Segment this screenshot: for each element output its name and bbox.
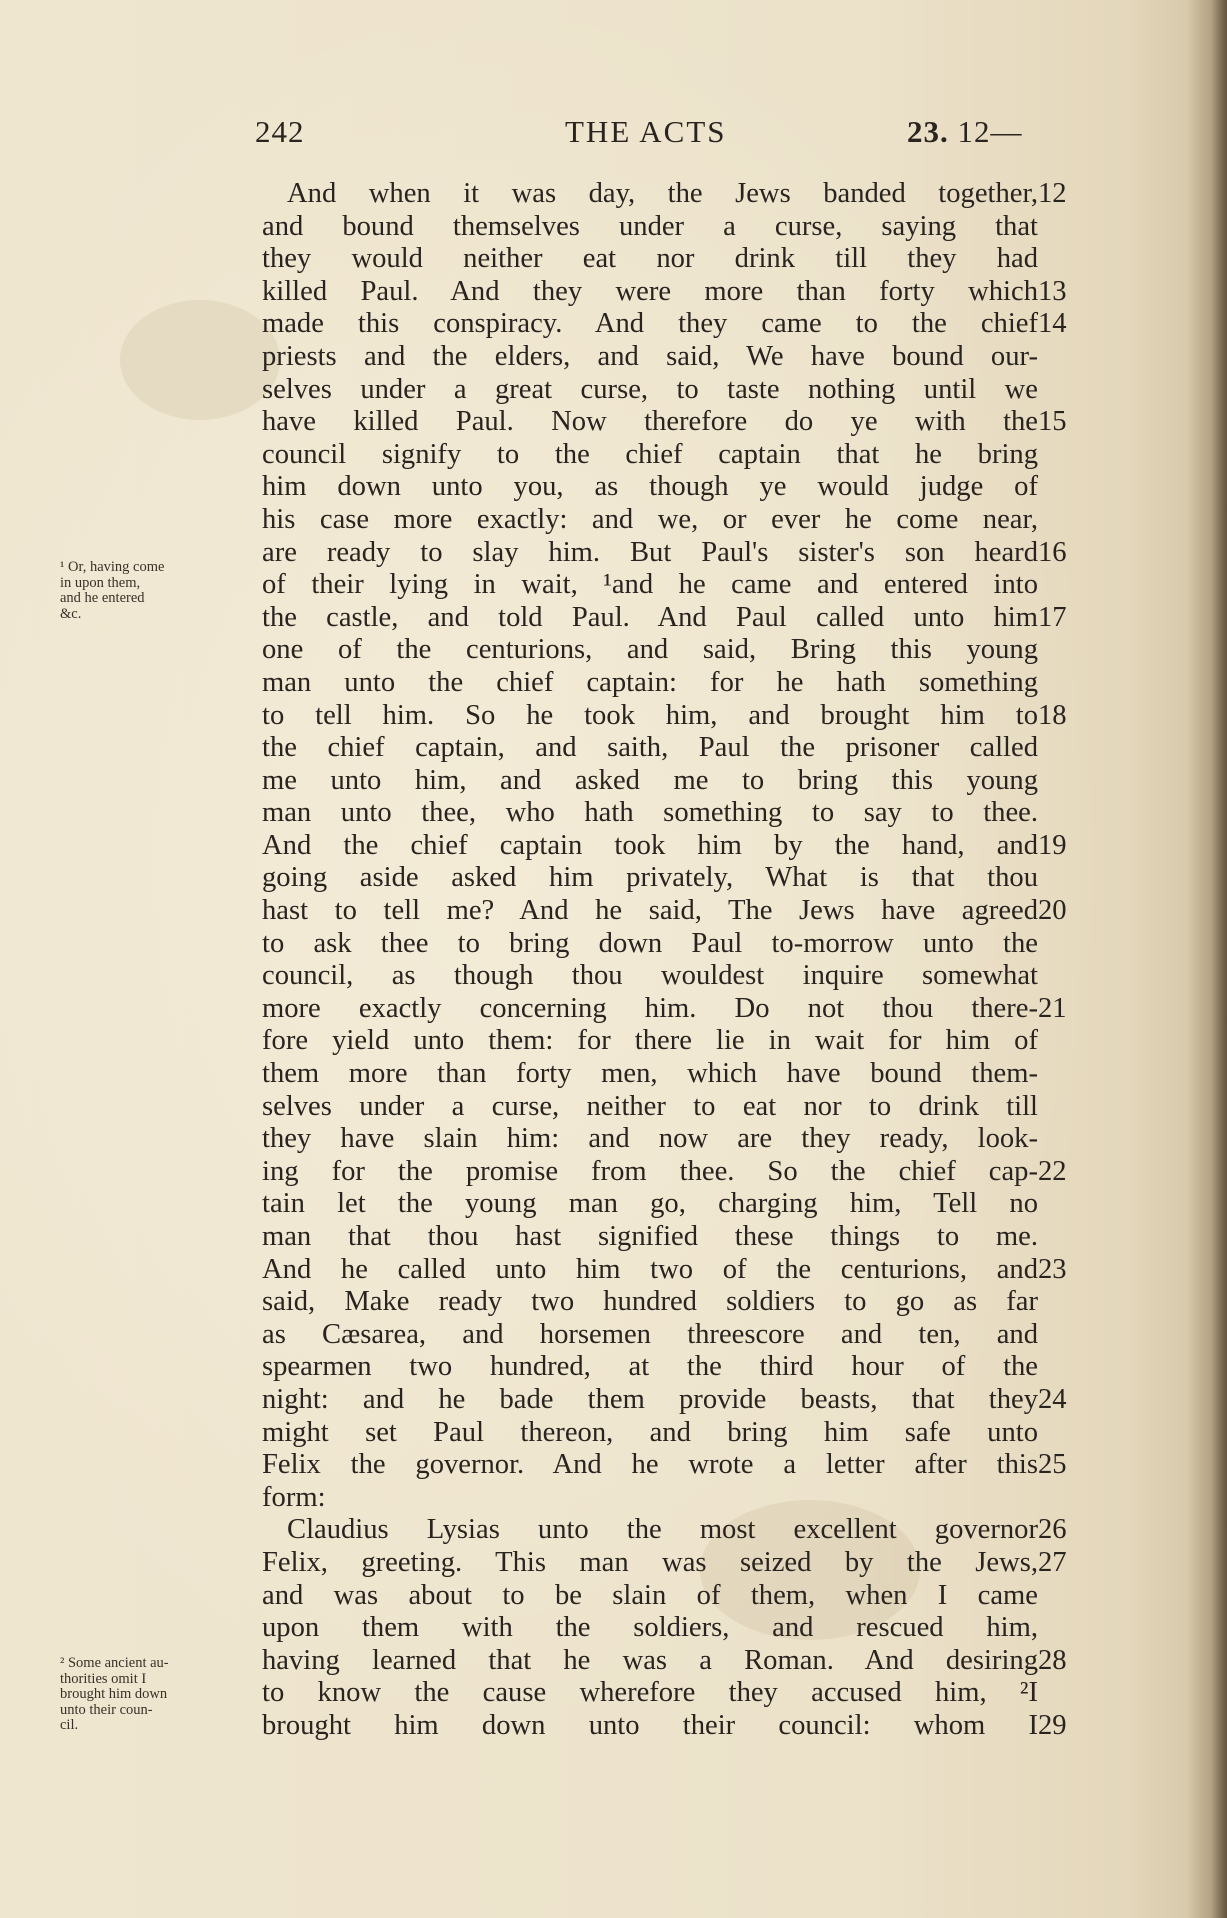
text-line-content: made this conspiracy. And they came to the chief xyxy=(262,308,1038,340)
text-line-content: have killed Paul. Now therefore do ye with the xyxy=(262,406,1038,438)
text-line-content: night: and he bade them provide beasts, that they xyxy=(262,1383,1038,1415)
text-line-content: Felix, greeting. This man was seized by the Jews, xyxy=(262,1546,1038,1578)
text-line-content: and was about to be slain of them, when I came xyxy=(262,1579,1038,1611)
text-line xyxy=(262,797,1094,830)
text-line-content: Claudius Lysias unto the most excellent governor xyxy=(287,1514,1038,1546)
text-line xyxy=(262,862,1094,895)
text-line-content: selves under a curse, neither to eat nor to drink till xyxy=(262,1090,1038,1122)
text-line-content: to know the cause wherefore they accused him, ²I xyxy=(262,1677,1038,1709)
margin-note-line: unto their coun- xyxy=(60,1701,153,1718)
text-line-content: might set Paul thereon, and bring him safe unto xyxy=(262,1416,1038,1448)
margin-note-line: ¹ Or, having come xyxy=(60,559,165,575)
margin-note-line: in upon them, xyxy=(60,574,141,591)
text-line xyxy=(262,732,1094,765)
verse-number: 17 xyxy=(1038,601,1067,633)
verse-number: 13 xyxy=(1038,275,1067,307)
text-line-content: and bound themselves under a curse, saying that xyxy=(262,210,1038,242)
page-number: 242 xyxy=(255,114,305,149)
text-line xyxy=(262,569,1094,602)
text-line-content: his case more exactly: and we, or ever he come near, xyxy=(262,503,1038,535)
text-line xyxy=(262,537,1094,570)
text-line xyxy=(262,1156,1094,1189)
verse-number: 26 xyxy=(1038,1514,1067,1546)
text-line-content: man unto thee, who hath something to say to thee. xyxy=(262,797,1038,829)
margin-note-1 xyxy=(60,560,255,622)
running-header xyxy=(255,114,1055,154)
text-line xyxy=(262,765,1094,798)
margin-note-line: ² Some ancient au- xyxy=(60,1655,169,1671)
verse-number: 19 xyxy=(1038,829,1067,861)
margin-note-line: brought him down xyxy=(60,1686,168,1702)
text-line-content: man that thou hast signified these things to me. xyxy=(262,1221,1038,1252)
text-line xyxy=(262,1417,1094,1450)
text-line xyxy=(262,1449,1094,1482)
book-title: THE ACTS xyxy=(565,114,727,149)
margin-note-2 xyxy=(60,1656,255,1734)
text-line xyxy=(262,1384,1094,1417)
verse-number: 18 xyxy=(1038,699,1067,731)
text-line-content: Felix the governor. And he wrote a letter after this xyxy=(262,1449,1038,1481)
text-line xyxy=(262,1514,1094,1547)
text-line xyxy=(262,1286,1094,1319)
text-line-content: are ready to slay him. But Paul's sister's son heard xyxy=(262,536,1038,568)
text-line-content: killed Paul. And they were more than forty which xyxy=(262,275,1038,307)
text-line xyxy=(262,243,1094,276)
text-line-content: of their lying in wait, ¹and he came and entered into xyxy=(262,569,1038,601)
text-line xyxy=(262,700,1094,733)
chapter-number: 23. xyxy=(907,114,949,149)
verse-number: 25 xyxy=(1038,1449,1067,1481)
text-line-content: tain let the young man go, charging him, Tell no xyxy=(262,1188,1038,1220)
text-line-content: upon them with the soldiers, and rescued him, xyxy=(262,1612,1038,1644)
text-line xyxy=(262,471,1094,504)
text-line-content: them more than forty men, which have bound them- xyxy=(262,1058,1038,1090)
paper-stain xyxy=(120,300,280,420)
verse-number: 23 xyxy=(1038,1253,1067,1285)
text-line xyxy=(262,993,1094,1026)
verse-number: 16 xyxy=(1038,536,1067,568)
page-edge-shadow xyxy=(1187,0,1227,1918)
text-line xyxy=(262,1254,1094,1287)
text-line xyxy=(262,1351,1094,1384)
text-line-content: me unto him, and asked me to bring this young xyxy=(262,764,1038,796)
text-line-content: spearmen two hundred, at the third hour of the xyxy=(262,1351,1038,1383)
text-line-content: ing for the promise from thee. So the chief cap- xyxy=(262,1155,1038,1187)
text-line xyxy=(262,1188,1094,1221)
text-line xyxy=(262,1319,1094,1352)
text-line-content: more exactly concerning him. Do not thou there- xyxy=(262,992,1038,1024)
text-line xyxy=(262,928,1094,961)
verse-number: 24 xyxy=(1038,1383,1067,1415)
text-line xyxy=(262,1058,1094,1091)
text-line xyxy=(262,634,1094,667)
text-line-content: brought him down unto their council: whom I xyxy=(262,1709,1038,1741)
text-line-content: as Cæsarea, and horsemen threescore and ten, and xyxy=(262,1318,1038,1350)
text-line-content: form: xyxy=(262,1481,326,1513)
text-line xyxy=(262,406,1094,439)
text-line xyxy=(262,1091,1094,1124)
text-line xyxy=(262,1710,1094,1743)
text-line xyxy=(262,1025,1094,1058)
text-line xyxy=(262,1547,1094,1580)
text-line xyxy=(262,504,1094,537)
text-line-content: selves under a great curse, to taste nothing until we xyxy=(262,373,1038,405)
margin-note-line: cil. xyxy=(60,1717,79,1733)
text-line-content: And when it was day, the Jews banded together, xyxy=(287,178,1038,209)
text-line-content: going aside asked him privately, What is that thou xyxy=(262,862,1038,894)
text-line-content: to tell him. So he took him, and brought him to xyxy=(262,699,1038,731)
text-line-content: the chief captain, and saith, Paul the prisoner called xyxy=(262,732,1038,764)
text-line-content: the castle, and told Paul. And Paul called unto him xyxy=(262,601,1038,633)
verse-number: 27 xyxy=(1038,1546,1067,1578)
verse-number: 20 xyxy=(1038,895,1067,927)
text-line-content: they have slain him: and now are they ready, look- xyxy=(262,1123,1038,1155)
chapter-verse-reference xyxy=(907,114,1023,150)
text-line xyxy=(262,1123,1094,1156)
text-line-content: council, as though thou wouldest inquire somewhat xyxy=(262,960,1038,992)
text-line xyxy=(262,1645,1094,1678)
text-line xyxy=(262,374,1094,407)
text-line-content: having learned that he was a Roman. And desiring xyxy=(262,1644,1038,1676)
text-line xyxy=(262,602,1094,635)
verse-number: 28 xyxy=(1038,1644,1067,1676)
text-line xyxy=(262,667,1094,700)
text-line-content: man unto the chief captain: for he hath something xyxy=(262,666,1038,698)
text-line xyxy=(262,276,1094,309)
text-line-content: one of the centurions, and said, Bring this young xyxy=(262,634,1038,666)
text-line-content: hast to tell me? And he said, The Jews have agreed xyxy=(262,895,1038,927)
text-line xyxy=(262,1482,1094,1515)
verse-number: 29 xyxy=(1038,1709,1067,1741)
text-line-content: fore yield unto them: for there lie in wait for him of xyxy=(262,1025,1038,1057)
text-line xyxy=(262,895,1094,928)
verse-start: 12— xyxy=(957,114,1023,149)
text-line-content: him down unto you, as though ye would judge of xyxy=(262,471,1038,503)
text-line-content: they would neither eat nor drink till they had xyxy=(262,243,1038,275)
verse-number: 21 xyxy=(1038,992,1067,1024)
text-line xyxy=(262,830,1094,863)
margin-note-line: thorities omit I xyxy=(60,1670,147,1687)
verse-number: 14 xyxy=(1038,308,1067,340)
text-line xyxy=(262,439,1094,472)
text-line-content: to ask thee to bring down Paul to-morrow unto the xyxy=(262,927,1038,959)
text-line-content: And he called unto him two of the centurions, and xyxy=(262,1253,1038,1285)
text-line-content: said, Make ready two hundred soldiers to go as far xyxy=(262,1286,1038,1318)
margin-note-line: and he entered xyxy=(60,590,145,606)
text-line xyxy=(262,211,1094,244)
text-line xyxy=(262,960,1094,993)
text-line xyxy=(262,341,1094,374)
text-line-content: priests and the elders, and said, We have bound our- xyxy=(262,340,1038,372)
scripture-text xyxy=(262,178,1094,1743)
text-line xyxy=(262,1580,1094,1613)
text-line xyxy=(262,1677,1094,1710)
text-line-content: council signify to the chief captain that he bring xyxy=(262,438,1038,470)
text-line xyxy=(262,308,1094,341)
verse-number: 22 xyxy=(1038,1155,1067,1187)
text-line xyxy=(262,178,1094,211)
verse-number: 12 xyxy=(1038,178,1067,209)
text-line xyxy=(262,1221,1094,1254)
text-line-content: And the chief captain took him by the hand, and xyxy=(262,829,1038,861)
text-line xyxy=(262,1612,1094,1645)
verse-number: 15 xyxy=(1038,406,1067,438)
margin-note-line: &c. xyxy=(60,605,82,622)
